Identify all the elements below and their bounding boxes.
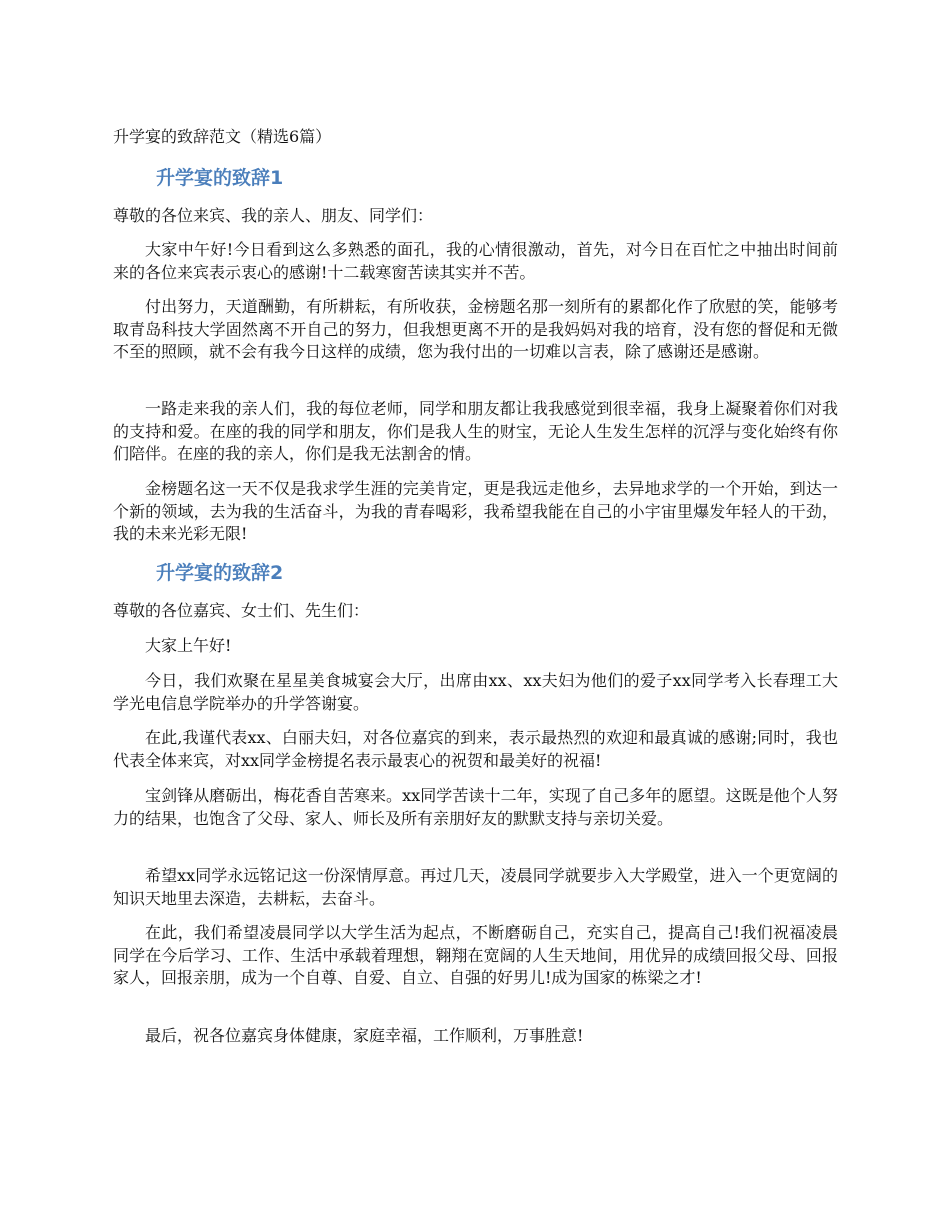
section-2-paragraph-2: 今日，我们欢聚在星星美食城宴会大厅，出席由xx、xx夫妇为他们的爱子xx同学考入长春理工大学光电信息学院举办的升学答谢宴。 (113, 671, 838, 713)
section-2-paragraph-5: 希望xx同学永远铭记这一份深情厚意。再过几天，凌晨同学就要步入大学殿堂，进入一个更宽阔的知识天地里去深造，去耕耘，去奋斗。 (113, 866, 838, 908)
section-2-paragraph-4: 宝剑锋从磨砺出，梅花香自苦寒来。xx同学苦读十二年，实现了自己多年的愿望。这既是他个人努力的结果，也饱含了父母、家人、师长及所有亲朋好友的默默支持与亲切关爱。 (113, 786, 838, 828)
section-1-paragraph-3: 一路走来我的亲人们，我的每位老师，同学和朋友都让我我感觉到很幸福，我身上凝聚着你们对我的支持和爱。在座的我的同学和朋友，你们是我人生的财宝，无论人生发生怎样的沉浮与变化始终有你们陪伴。在座的我的亲人，你们是我无法割舍的情。 (113, 399, 838, 463)
section-2-paragraph-7: 最后，祝各位嘉宾身体健康，家庭幸福，工作顺利，万事胜意! (145, 1026, 584, 1045)
document-title: 升学宴的致辞范文（精选6篇） (113, 127, 332, 146)
section-1-paragraph-4: 金榜题名这一天不仅是我求学生涯的完美肯定，更是我远走他乡，去异地求学的一个开始，到达一个新的领域，去为我的生活奋斗，为我的青春喝彩，我希望我能在自己的小宇宙里爆发年轻人的干劲，我的未来光彩无限! (113, 479, 838, 543)
section-2-salutation: 尊敬的各位嘉宾、女士们、先生们： (113, 601, 370, 620)
section-1-paragraph-2: 付出努力，天道酬勤，有所耕耘，有所收获，金榜题名那一刻所有的累都化作了欣慰的笑，能够考取青岛科技大学固然离不开自己的努力，但我想更离不开的是我妈妈对我的培育，没有您的督促和无微不至的照顾，就不会有我今日这样的成绩，您为我付出的一切难以言表，除了感谢还是感谢。 (113, 297, 838, 361)
section-heading-1: 升学宴的致辞1 (156, 167, 284, 189)
section-1-salutation: 尊敬的各位来宾、我的亲人、朋友、同学们： (113, 206, 434, 225)
section-2-paragraph-3: 在此,我谨代表xx、白丽夫妇，对各位嘉宾的到来，表示最热烈的欢迎和最真诚的感谢;同时，我也代表全体来宾，对xx同学金榜提名表示最衷心的祝贺和最美好的祝福! (113, 728, 838, 770)
section-1-paragraph-1: 大家中午好!今日看到这么多熟悉的面孔，我的心情很激动，首先，对今日在百忙之中抽出时间前来的各位来宾表示衷心的感谢!十二载寒窗苦读其实并不苦。 (113, 240, 838, 282)
section-heading-2: 升学宴的致辞2 (156, 562, 284, 584)
section-2-paragraph-6: 在此，我们希望凌晨同学以大学生活为起点，不断磨砺自己，充实自己，提高自己!我们祝福凌晨同学在今后学习、工作、生活中承载着理想，翱翔在宽阔的人生天地间，用优异的成绩回报父母、回报家人，回报亲朋，成为一个自尊、自爱、自立、自强的好男儿!成为国家的栋梁之才! (113, 923, 838, 987)
section-2-paragraph-1: 大家上午好! (145, 636, 232, 655)
